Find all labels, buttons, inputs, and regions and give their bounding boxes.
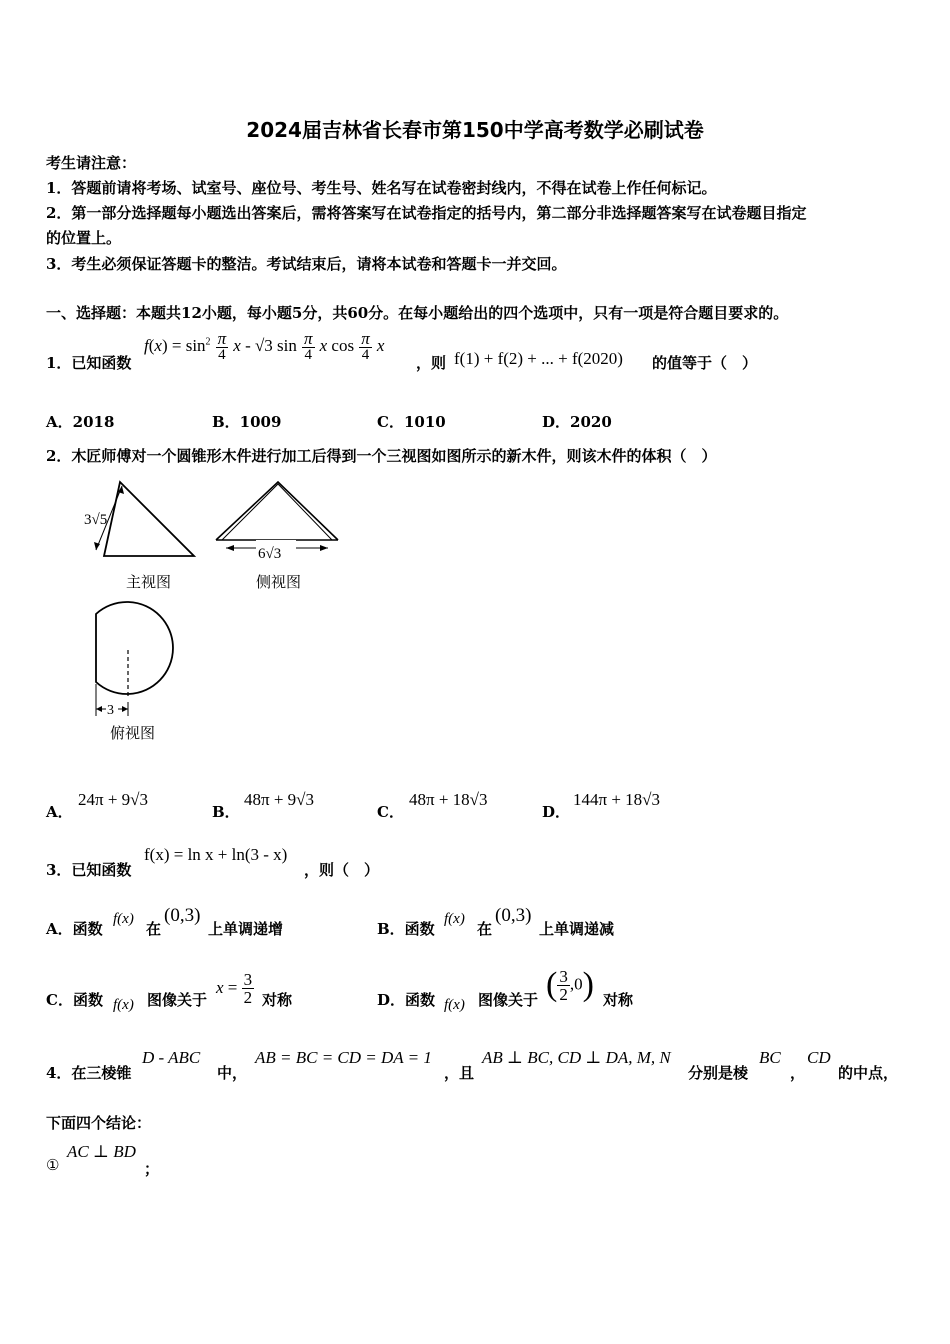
q2-option-b-value[interactable]: 48π + 9√3 (244, 790, 315, 809)
q1-sum-formula: f(1) + f(2) + ... + f(2020) (454, 349, 623, 368)
q3-option-c-suffix: 对称 (262, 991, 293, 1009)
q3-option-c-prefix[interactable]: C．函数 (46, 991, 103, 1009)
notice-item-1: 1．答题前请将考场、试室号、座位号、考生号、姓名写在试卷密封线内，不得在试卷上作任何标记。 (46, 179, 717, 197)
q3-option-d-suffix: 对称 (603, 991, 634, 1009)
q4-conclusion-1-mark: ① (46, 1158, 60, 1174)
q3-option-a-mid: 在 (146, 920, 162, 938)
q4-perpendicular: AB ⊥ BC, CD ⊥ DA, M, N (482, 1048, 671, 1067)
q1-middle: ，则 (416, 354, 447, 372)
q2-option-c-letter[interactable]: C． (377, 803, 404, 821)
q4-comma: ， (790, 1064, 806, 1082)
q3-option-d-fx: f(x) (444, 997, 465, 1013)
q3-suffix: ，则（ ） (304, 861, 380, 879)
q4-conclusion-1-formula: AC ⊥ BD (67, 1142, 136, 1161)
q3-option-b-interval: (0,3) (495, 905, 532, 926)
q2-option-b-letter[interactable]: B． (212, 803, 240, 821)
q4-mid2: ，且 (444, 1064, 475, 1082)
q3-option-b-mid: 在 (477, 920, 493, 938)
q4-mid3: 分别是棱 (688, 1064, 749, 1082)
q1-option-a[interactable]: A．2018 (46, 413, 115, 431)
q1-prefix: 1．已知函数 (46, 354, 132, 372)
q3-option-a-interval: (0,3) (164, 905, 201, 926)
front-view-label: 主视图 (126, 573, 172, 591)
q3-option-a-suffix: 上单调递增 (208, 920, 284, 938)
q1-option-d[interactable]: D．2020 (542, 413, 612, 431)
q4-suffix: 的中点， (838, 1064, 899, 1082)
notice-heading: 考生请注意： (46, 154, 137, 172)
q3-prefix: 3．已知函数 (46, 861, 132, 879)
q4-edge-bc: BC (759, 1048, 781, 1067)
q2-option-d-letter[interactable]: D． (542, 803, 571, 821)
q4-edge-cd: CD (807, 1048, 831, 1067)
q2-option-a-letter[interactable]: A． (46, 803, 73, 821)
q4-conclusion-1-end: ； (144, 1160, 160, 1178)
q3-option-c-fx: f(x) (113, 997, 134, 1013)
section-choice-heading: 一、选择题：本题共12小题，每小题5分，共60分。在每小题给出的四个选项中，只有一项是符合题目要求的。 (46, 304, 789, 322)
q2-option-d-value[interactable]: 144π + 18√3 (573, 790, 661, 809)
q3-option-d-prefix[interactable]: D．函数 (377, 991, 436, 1009)
q2-option-a-value[interactable]: 24π + 9√3 (78, 790, 149, 809)
q1-option-c[interactable]: C．1010 (377, 413, 446, 431)
q2-text: 2．木匠师傅对一个圆锥形木件进行加工后得到一个三视图如图所示的新木件，则该木件的体积（ ） (46, 447, 717, 465)
top-view-dimension: 3 (107, 703, 114, 718)
q3-option-c-mid: 图像关于 (147, 991, 208, 1009)
notice-item-3: 3．考生必须保证答题卡的整洁。考试结束后，请将本试卷和答题卡一并交回。 (46, 255, 567, 273)
q4-conclusions-heading: 下面四个结论： (46, 1114, 152, 1132)
notice-item-2a: 2．第一部分选择题每小题选出答案后，需将答案写在试卷指定的括号内，第二部分非选择题答案写在试卷题目指定 (46, 204, 807, 222)
top-view-label: 俯视图 (110, 724, 156, 742)
q4-prefix: 4．在三棱锥 (46, 1064, 132, 1082)
q3-option-d-point: ( $\frac{3}{2}$ ,0) (546, 966, 594, 1004)
q4-mid1: 中， (217, 1064, 248, 1082)
q3-option-a-prefix[interactable]: A．函数 (46, 920, 103, 938)
q1-suffix: 的值等于（ ） (652, 354, 758, 372)
q2-option-c-value[interactable]: 48π + 18√3 (409, 790, 488, 809)
q4-equal-edges: AB = BC = CD = DA = 1 (255, 1048, 432, 1067)
q3-option-b-prefix[interactable]: B．函数 (377, 920, 435, 938)
q3-option-d-mid: 图像关于 (478, 991, 539, 1009)
side-view-label: 侧视图 (256, 573, 302, 591)
q1-function-formula: $f(x) = \sin^2$ $\frac{\pi}{4}$ x - √3 sin $\frac{\pi}{4}$ x cos $\frac{\pi}{4}$ x (144, 329, 385, 363)
q3-option-b-fx: f(x) (444, 911, 465, 927)
q3-option-c-formula: x = $\frac{3}{2}$ (216, 970, 253, 1007)
front-view-dimension: 3√5 (84, 512, 108, 528)
q4-tetrahedron: D - ABC (142, 1048, 201, 1067)
q3-formula: f(x) = ln x + ln(3 - x) (144, 845, 288, 864)
top-view-figure (88, 598, 192, 718)
page-title: 2024届吉林省长春市第150中学高考数学必刷试卷 (246, 118, 704, 142)
side-view-dimension: 6√3 (258, 546, 282, 562)
q1-option-b[interactable]: B．1009 (212, 413, 282, 431)
q3-option-a-fx: f(x) (113, 911, 134, 927)
q3-option-b-suffix: 上单调递减 (539, 920, 615, 938)
notice-item-2b: 的位置上。 (46, 229, 122, 247)
